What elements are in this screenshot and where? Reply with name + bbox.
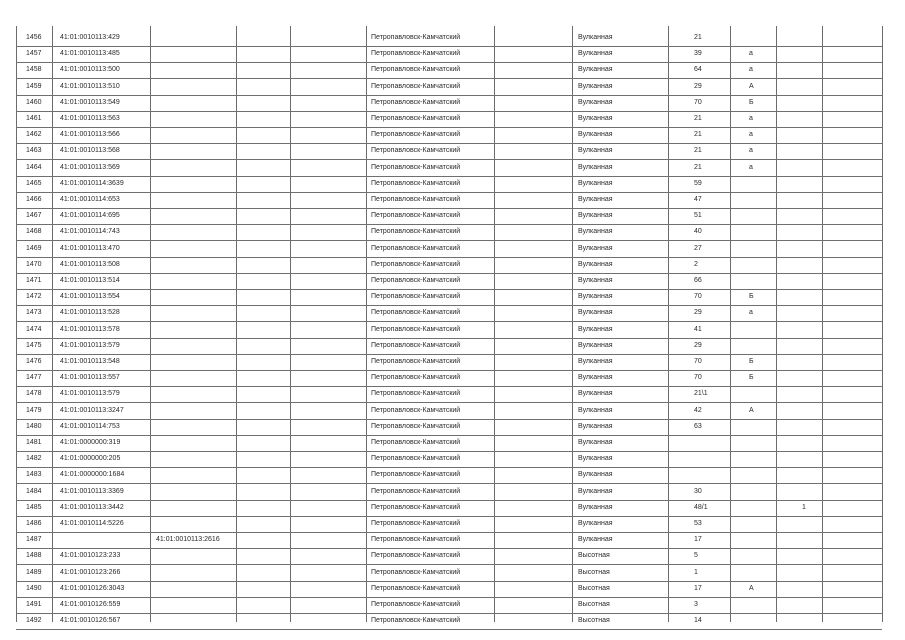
row-number: 1461: [26, 115, 42, 122]
table-row: [16, 273, 882, 290]
house-letter: а: [749, 50, 753, 58]
table-row: [16, 354, 882, 371]
house-letter: а: [749, 115, 753, 122]
table-row: [16, 46, 882, 63]
table-row: [16, 305, 882, 322]
table-row: [16, 30, 882, 47]
table-row: [16, 403, 882, 420]
row-number: 1480: [26, 422, 42, 430]
house-number: 21: [694, 115, 702, 122]
cadastral-number: 41:01:0010113:548: [60, 358, 120, 365]
table-row: [16, 500, 882, 517]
table-row: [16, 338, 882, 355]
table-row: [16, 160, 882, 177]
cadastral-number: 41:01:0010113:470: [60, 244, 120, 252]
house-number: 41: [694, 325, 702, 333]
table-row: [16, 208, 882, 225]
city-name: Петропавловск-Камчатский: [371, 228, 461, 236]
table-row: [16, 532, 882, 549]
table-row: [16, 435, 882, 452]
city-name: Петропавловск-Камчатский: [371, 439, 461, 446]
street-name: Вулканная: [578, 422, 613, 430]
table-row: [16, 322, 882, 339]
street-name: Высотная: [578, 617, 610, 625]
row-number: 1483: [26, 471, 42, 479]
house-number: 30: [694, 487, 702, 495]
house-letter: Б: [749, 374, 754, 382]
street-name: Вулканная: [578, 406, 613, 414]
city-name: Петропавловск-Камчатский: [371, 98, 461, 106]
house-number: 39: [694, 50, 702, 58]
cadastral-number: 41:01:0010114:743: [60, 228, 120, 236]
row-number: 1476: [26, 358, 42, 365]
city-name: Петропавловск-Камчатский: [371, 487, 461, 495]
row-number: 1466: [26, 196, 42, 203]
table-row: [16, 176, 882, 193]
cadastral-number: 41:01:0010123:233: [60, 552, 121, 560]
city-name: Петропавловск-Камчатский: [371, 358, 461, 365]
city-name: Петропавловск-Камчатский: [371, 503, 461, 511]
cadastral-number: 41:01:0010113:528: [60, 309, 120, 317]
cadastral-number: 41:01:0010113:578: [60, 325, 120, 333]
house-letter: а: [749, 66, 753, 74]
street-name: Вулканная: [578, 115, 613, 122]
city-name: Петропавловск-Камчатский: [371, 50, 461, 58]
house-number: 14: [694, 617, 702, 625]
street-name: Вулканная: [578, 131, 613, 139]
row-number: 1479: [26, 406, 42, 414]
row-number: 1460: [26, 98, 42, 106]
city-name: Петропавловск-Камчатский: [371, 568, 461, 576]
table-row: [16, 386, 882, 403]
city-name: Петропавловск-Камчатский: [371, 131, 461, 139]
street-name: Высотная: [578, 552, 610, 560]
house-number: 1: [694, 568, 698, 576]
table-row: [16, 516, 882, 533]
house-number: 63: [694, 422, 702, 430]
house-number: 70: [694, 293, 702, 301]
cadastral-number: 41:01:0010113:566: [60, 131, 120, 139]
street-name: Вулканная: [578, 293, 613, 301]
street-name: Вулканная: [578, 66, 613, 74]
row-number: 1458: [26, 66, 42, 74]
street-name: Вулканная: [578, 309, 613, 317]
city-name: Петропавловск-Камчатский: [371, 422, 461, 430]
house-number: 53: [694, 520, 702, 527]
street-name: Вулканная: [578, 341, 613, 349]
table-row: [16, 111, 882, 128]
table-row: [16, 79, 882, 96]
table-row: [16, 192, 882, 209]
table-row: [16, 241, 882, 258]
cadastral-number: 41:01:0010126:567: [60, 617, 121, 625]
table-row: [16, 565, 882, 582]
city-name: Петропавловск-Камчатский: [371, 293, 461, 301]
city-name: Петропавловск-Камчатский: [371, 520, 461, 527]
city-name: Петропавловск-Камчатский: [371, 390, 461, 398]
street-name: Вулканная: [578, 260, 613, 268]
cadastral-number: 41:01:0010113:508: [60, 260, 120, 268]
street-name: Вулканная: [578, 228, 613, 236]
city-name: Петропавловск-Камчатский: [371, 115, 461, 122]
city-name: Петропавловск-Камчатский: [371, 212, 461, 220]
row-number: 1474: [26, 325, 42, 333]
cadastral-number: 41:01:0010126:3043: [60, 584, 125, 592]
row-number: 1478: [26, 390, 42, 398]
street-name: Высотная: [578, 568, 610, 576]
row-number: 1489: [26, 568, 42, 576]
street-name: Вулканная: [578, 147, 613, 155]
street-name: Вулканная: [578, 471, 613, 479]
street-name: Вулканная: [578, 390, 613, 398]
cadastral-number: 41:01:0010113:429: [60, 34, 120, 41]
cadastral-number: 41:01:0010113:485: [60, 50, 120, 58]
row-number: 1492: [26, 617, 42, 625]
house-number: 27: [694, 244, 702, 252]
street-name: Вулканная: [578, 244, 613, 252]
street-name: Вулканная: [578, 374, 613, 382]
house-number: 70: [694, 98, 702, 106]
city-name: Петропавловск-Камчатский: [371, 196, 461, 203]
row-number: 1488: [26, 552, 42, 560]
house-number: 3: [694, 601, 698, 608]
table-row: [16, 484, 882, 501]
city-name: Петропавловск-Камчатский: [371, 82, 461, 90]
row-number: 1470: [26, 260, 42, 268]
row-number: 1481: [26, 439, 42, 446]
row-number: 1459: [26, 82, 42, 90]
cadastral-number: 41:01:0010113:563: [60, 115, 120, 122]
city-name: Петропавловск-Камчатский: [371, 455, 461, 463]
row-number: 1475: [26, 341, 42, 349]
cadastral-number: 41:01:0010126:559: [60, 601, 121, 608]
cadastral-number: 41:01:0010114:653: [60, 196, 120, 203]
house-number: 17: [694, 584, 702, 592]
house-number: 51: [694, 212, 702, 220]
city-name: Петропавловск-Камчатский: [371, 406, 461, 414]
table-row: [16, 95, 882, 112]
row-number: 1485: [26, 503, 42, 511]
cadastral-number: 41:01:0000000:1684: [60, 471, 125, 479]
row-number: 1484: [26, 487, 42, 495]
cadastral-number: 41:01:0010113:579: [60, 390, 120, 398]
row-number: 1477: [26, 374, 42, 382]
row-number: 1471: [26, 277, 42, 284]
cadastral-number: 41:01:0010113:510: [60, 82, 120, 90]
row-number: 1463: [26, 147, 42, 155]
cadastral-number: 41:01:0010113:3369: [60, 487, 124, 495]
cadastral-number: 41:01:0000000:319: [60, 439, 121, 446]
house-letter: Б: [749, 98, 754, 106]
cadastral-number: 41:01:0010113:569: [60, 163, 120, 171]
cadastral-number: 41:01:0010113:554: [60, 293, 120, 301]
cadastral-number: 41:01:0010114:3639: [60, 179, 124, 187]
city-name: Петропавловск-Камчатский: [371, 617, 461, 625]
cadastral-number: 41:01:0010114:695: [60, 212, 120, 220]
house-letter: а: [749, 309, 753, 317]
street-name: Вулканная: [578, 212, 613, 220]
street-name: Вулканная: [578, 98, 613, 106]
street-name: Вулканная: [578, 503, 613, 511]
house-number: 21: [694, 163, 702, 171]
cadastral-number: 41:01:0010113:549: [60, 98, 120, 106]
street-name: Вулканная: [578, 536, 613, 544]
cadastral-number: 41:01:0000000:205: [60, 455, 121, 463]
row-number: 1465: [26, 179, 42, 187]
house-number: 5: [694, 552, 698, 560]
street-name: Вулканная: [578, 277, 613, 284]
street-name: Вулканная: [578, 34, 613, 41]
house-letter: а: [749, 131, 753, 139]
table-row: [16, 451, 882, 468]
table-row: [16, 62, 882, 79]
row-number: 1469: [26, 244, 42, 252]
extra-value: 1: [802, 503, 806, 511]
city-name: Петропавловск-Камчатский: [371, 584, 461, 592]
house-number: 29: [694, 309, 702, 317]
street-name: Вулканная: [578, 163, 613, 171]
house-number: 21\1: [694, 390, 708, 398]
house-letter: А: [749, 82, 754, 90]
city-name: Петропавловск-Камчатский: [371, 260, 461, 268]
house-number: 42: [694, 406, 702, 414]
cadastral-number: 41:01:0010113:3442: [60, 503, 124, 511]
row-number: 1456: [26, 34, 42, 41]
house-number: 64: [694, 66, 702, 74]
house-letter: а: [749, 163, 753, 171]
street-name: Высотная: [578, 601, 610, 608]
house-letter: Б: [749, 358, 754, 365]
city-name: Петропавловск-Камчатский: [371, 601, 461, 608]
table-row: [16, 467, 882, 484]
house-number: 29: [694, 341, 702, 349]
house-number: 29: [694, 82, 702, 90]
street-name: Вулканная: [578, 439, 613, 446]
house-number: 2: [694, 260, 698, 268]
row-number: 1491: [26, 601, 42, 608]
street-name: Вулканная: [578, 455, 613, 463]
cadastral-number: 41:01:0010123:266: [60, 568, 121, 576]
street-name: Вулканная: [578, 487, 613, 495]
row-number: 1467: [26, 212, 42, 220]
table-row: [16, 419, 882, 436]
row-number: 1482: [26, 455, 42, 463]
cadastral-number: 41:01:0010113:514: [60, 277, 120, 284]
street-name: Вулканная: [578, 196, 613, 203]
cadastral-number: 41:01:0010113:568: [60, 147, 120, 155]
row-number: 1464: [26, 163, 42, 171]
city-name: Петропавловск-Камчатский: [371, 341, 461, 349]
cadastral-number: 41:01:0010113:3247: [60, 406, 124, 414]
city-name: Петропавловск-Камчатский: [371, 471, 461, 479]
house-number: 21: [694, 34, 702, 41]
city-name: Петропавловск-Камчатский: [371, 147, 461, 155]
table-row: [16, 548, 882, 565]
city-name: Петропавловск-Камчатский: [371, 163, 461, 171]
street-name: Вулканная: [578, 520, 613, 527]
cadastral-number-alt: 41:01:0010113:2616: [156, 536, 220, 544]
cadastral-number: 41:01:0010114:753: [60, 422, 120, 430]
city-name: Петропавловск-Камчатский: [371, 552, 461, 560]
table-row: [16, 581, 882, 598]
row-number: 1486: [26, 520, 42, 527]
row-number: 1468: [26, 228, 42, 236]
column-divider: [882, 26, 883, 622]
city-name: Петропавловск-Камчатский: [371, 277, 461, 284]
house-number: 40: [694, 228, 702, 236]
table-row: [16, 127, 882, 144]
street-name: Вулканная: [578, 50, 613, 58]
city-name: Петропавловск-Камчатский: [371, 374, 461, 382]
row-number: 1462: [26, 131, 42, 139]
house-number: 21: [694, 147, 702, 155]
house-number: 17: [694, 536, 702, 544]
city-name: Петропавловск-Камчатский: [371, 179, 461, 187]
house-number: 70: [694, 358, 702, 365]
street-name: Вулканная: [578, 325, 613, 333]
cadastral-number: 41:01:0010114:5226: [60, 520, 124, 527]
street-name: Вулканная: [578, 358, 613, 365]
city-name: Петропавловск-Камчатский: [371, 244, 461, 252]
row-number: 1472: [26, 293, 42, 301]
city-name: Петропавловск-Камчатский: [371, 325, 461, 333]
cadastral-number: 41:01:0010113:579: [60, 341, 120, 349]
table-row: [16, 597, 882, 614]
house-number: 59: [694, 179, 702, 187]
table-row: [16, 143, 882, 160]
house-letter: Б: [749, 293, 754, 301]
city-name: Петропавловск-Камчатский: [371, 536, 461, 544]
house-letter: а: [749, 147, 753, 155]
table-row: [16, 370, 882, 387]
cadastral-number: 41:01:0010113:557: [60, 374, 120, 382]
city-name: Петропавловск-Камчатский: [371, 66, 461, 74]
cadastral-number: 41:01:0010113:500: [60, 66, 120, 74]
house-number: 70: [694, 374, 702, 382]
street-name: Высотная: [578, 584, 610, 592]
table-row: [16, 257, 882, 274]
row-number: 1487: [26, 536, 42, 544]
house-number: 66: [694, 277, 702, 284]
city-name: Петропавловск-Камчатский: [371, 34, 461, 41]
house-number: 47: [694, 196, 702, 203]
street-name: Вулканная: [578, 82, 613, 90]
house-letter: А: [749, 584, 754, 592]
house-number: 21: [694, 131, 702, 139]
house-number: 48/1: [694, 503, 708, 511]
table-row: [16, 224, 882, 241]
street-name: Вулканная: [578, 179, 613, 187]
table-row: [16, 613, 882, 630]
row-number: 1457: [26, 50, 42, 58]
row-number: 1490: [26, 584, 42, 592]
row-number: 1473: [26, 309, 42, 317]
table-row: [16, 289, 882, 306]
house-letter: А: [749, 406, 754, 414]
city-name: Петропавловск-Камчатский: [371, 309, 461, 317]
